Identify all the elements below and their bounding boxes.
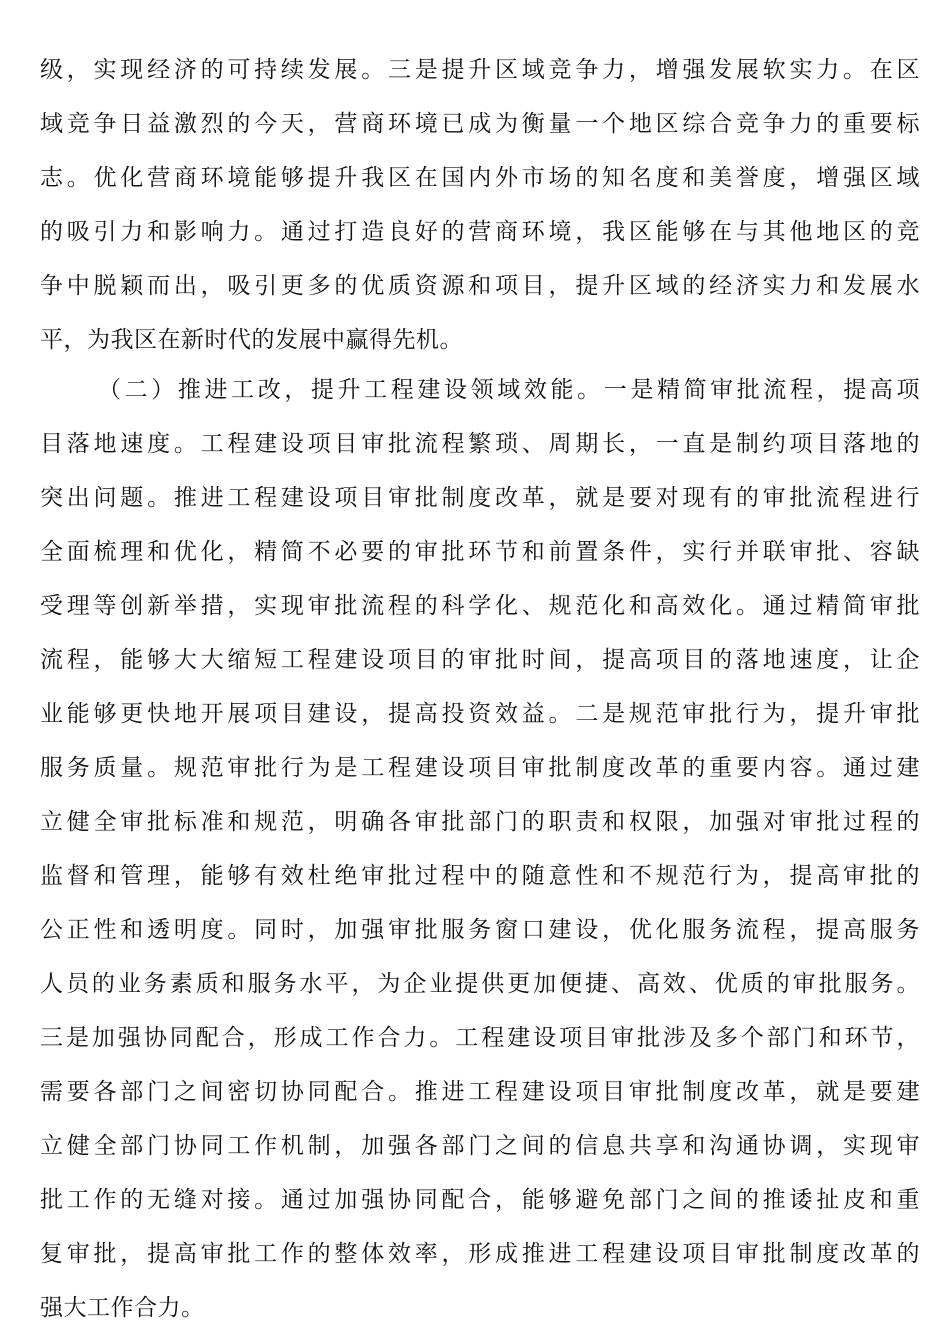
paragraph-line: 三是加强协同配合，形成工作合力。工程建设项目审批涉及多个部门和环节， bbox=[40, 1025, 920, 1051]
paragraph-line: 复审批，提高审批工作的整体效率，形成推进工程建设项目审批制度改革的 bbox=[40, 1241, 920, 1267]
paragraph-line: 立健全部门协同工作机制，加强各部门之间的信息共享和沟通协调，实现审 bbox=[40, 1133, 920, 1159]
paragraph-line: 目落地速度。工程建设项目审批流程繁琐、周期长，一直是制约项目落地的 bbox=[40, 431, 920, 457]
paragraph-line: 平，为我区在新时代的发展中赢得先机。 bbox=[40, 327, 463, 353]
paragraph-line: 批工作的无缝对接。通过加强协同配合，能够避免部门之间的推诿扯皮和重 bbox=[40, 1187, 920, 1213]
paragraph-line: 强大工作合力。 bbox=[40, 1295, 205, 1321]
paragraph-line: 突出问题。推进工程建设项目审批制度改革，就是要对现有的审批流程进行 bbox=[40, 485, 920, 511]
paragraph-line: 立健全审批标准和规范，明确各审批部门的职责和权限，加强对审批过程的 bbox=[40, 809, 920, 835]
paragraph-line: 级，实现经济的可持续发展。三是提升区域竞争力，增强发展软实力。在区 bbox=[40, 57, 920, 83]
paragraph-line: 业能够更快地开展项目建设，提高投资效益。二是规范审批行为，提升审批 bbox=[40, 701, 920, 727]
section-heading-line: （二）推进工改，提升工程建设领域效能。一是精简审批流程，提高项 bbox=[98, 377, 920, 403]
paragraph-line: 受理等创新举措，实现审批流程的科学化、规范化和高效化。通过精简审批 bbox=[40, 593, 920, 619]
paragraph-line: 人员的业务素质和服务水平，为企业提供更加便捷、高效、优质的审批服务。 bbox=[40, 971, 920, 997]
paragraph-line: 监督和管理，能够有效杜绝审批过程中的随意性和不规范行为，提高审批的 bbox=[40, 863, 920, 889]
paragraph-line: 志。优化营商环境能够提升我区在国内外市场的知名度和美誉度，增强区域 bbox=[40, 165, 920, 191]
paragraph-line: 服务质量。规范审批行为是工程建设项目审批制度改革的重要内容。通过建 bbox=[40, 755, 920, 781]
paragraph-line: 全面梳理和优化，精简不必要的审批环节和前置条件，实行并联审批、容缺 bbox=[40, 539, 920, 565]
paragraph-line: 公正性和透明度。同时，加强审批服务窗口建设，优化服务流程，提高服务 bbox=[40, 917, 920, 943]
paragraph-2 bbox=[40, 363, 920, 1335]
paragraph-line: 争中脱颖而出，吸引更多的优质资源和项目，提升区域的经济实力和发展水 bbox=[40, 273, 920, 299]
paragraph-line: 需要各部门之间密切协同配合。推进工程建设项目审批制度改革，就是要建 bbox=[40, 1079, 920, 1105]
paragraph-line: 域竞争日益激烈的今天，营商环境已成为衡量一个地区综合竞争力的重要标 bbox=[40, 111, 920, 137]
paragraph-line: 流程，能够大大缩短工程建设项目的审批时间，提高项目的落地速度，让企 bbox=[40, 647, 920, 673]
paragraph-line: 的吸引力和影响力。通过打造良好的营商环境，我区能够在与其他地区的竞 bbox=[40, 219, 920, 245]
paragraph-1 bbox=[40, 43, 920, 367]
